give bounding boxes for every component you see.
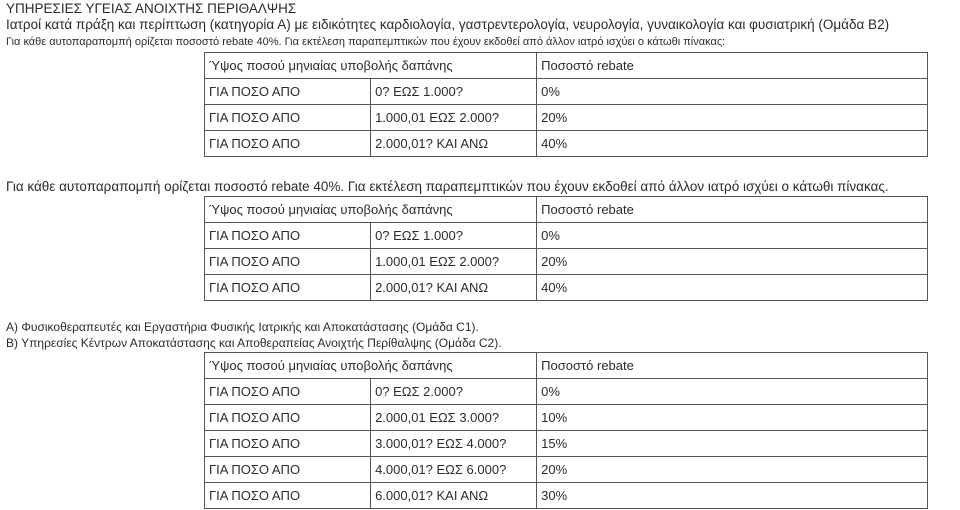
row-label: ΓΙΑ ΠΟΣΟ ΑΠΟ xyxy=(205,405,371,431)
table-row xyxy=(205,249,928,275)
header-amount-range: Ύψος ποσού μηνιαίας υποβολής δαπάνης xyxy=(205,353,537,379)
row-rebate: 0% xyxy=(537,223,928,249)
row-rebate: 20% xyxy=(537,249,928,275)
table-header-row xyxy=(205,353,928,379)
header-amount-range: Ύψος ποσού μηνιαίας υποβολής δαπάνης xyxy=(205,197,537,223)
header-rebate-percent: Ποσοστό rebate xyxy=(537,53,928,79)
table-row xyxy=(205,275,928,301)
row-range: 3.000,01? ΕΩΣ 4.000? xyxy=(371,431,537,457)
list-item-b: Β) Υπηρεσίες Κέντρων Αποκατάστασης και Αποθεραπείας Ανοιχτής Περίθαλψης (Ομάδα C2). xyxy=(6,336,502,350)
row-range: 2.000,01? ΚΑΙ ΑΝΩ xyxy=(371,275,537,301)
row-rebate: 40% xyxy=(537,131,928,157)
row-range: 1.000,01 ΕΩΣ 2.000? xyxy=(371,249,537,275)
page-title: ΥΠΗΡΕΣΙΕΣ ΥΓΕΙΑΣ ΑΝΟΙΧΤΗΣ ΠΕΡΙΘΑΛΨΗΣ xyxy=(6,1,297,16)
table-header-row xyxy=(205,197,928,223)
rebate-note-second: Για κάθε αυτοπαραπομπή ορίζεται ποσοστό rebate 40%. Για εκτέλεση παραπεμπτικών που έχουν εκδοθεί από άλλον ιατρό ισχύει ο κάτωθι πίνακας. xyxy=(6,179,889,194)
table-row xyxy=(205,431,928,457)
rebate-table-second xyxy=(204,196,928,301)
row-range: 2.000,01 ΕΩΣ 3.000? xyxy=(371,405,537,431)
row-label: ΓΙΑ ΠΟΣΟ ΑΠΟ xyxy=(205,379,371,405)
row-rebate: 40% xyxy=(537,275,928,301)
table-row xyxy=(205,457,928,483)
row-range: 0? ΕΩΣ 1.000? xyxy=(371,223,537,249)
row-label: ΓΙΑ ΠΟΣΟ ΑΠΟ xyxy=(205,275,371,301)
header-amount-range: Ύψος ποσού μηνιαίας υποβολής δαπάνης xyxy=(205,53,537,79)
table-row xyxy=(205,79,928,105)
row-rebate: 10% xyxy=(537,405,928,431)
list-item-a: Α) Φυσικοθεραπευτές και Εργαστήρια Φυσικής Ιατρικής και Αποκατάστασης (Ομάδα C1). xyxy=(6,320,479,334)
header-rebate-percent: Ποσοστό rebate xyxy=(537,353,928,379)
row-range: 6.000,01? ΚΑΙ ΑΝΩ xyxy=(371,483,537,509)
rebate-table-b2 xyxy=(204,52,928,157)
row-rebate: 20% xyxy=(537,105,928,131)
row-range: 0? ΕΩΣ 2.000? xyxy=(371,379,537,405)
table-row xyxy=(205,131,928,157)
row-range: 1.000,01 ΕΩΣ 2.000? xyxy=(371,105,537,131)
row-label: ΓΙΑ ΠΟΣΟ ΑΠΟ xyxy=(205,483,371,509)
row-rebate: 30% xyxy=(537,483,928,509)
row-label: ΓΙΑ ΠΟΣΟ ΑΠΟ xyxy=(205,223,371,249)
row-rebate: 0% xyxy=(537,379,928,405)
row-label: ΓΙΑ ΠΟΣΟ ΑΠΟ xyxy=(205,431,371,457)
row-range: 4.000,01? ΕΩΣ 6.000? xyxy=(371,457,537,483)
row-label: ΓΙΑ ΠΟΣΟ ΑΠΟ xyxy=(205,79,371,105)
row-rebate: 15% xyxy=(537,431,928,457)
table-row xyxy=(205,105,928,131)
row-rebate: 0% xyxy=(537,79,928,105)
row-label: ΓΙΑ ΠΟΣΟ ΑΠΟ xyxy=(205,249,371,275)
table-row xyxy=(205,483,928,509)
document-subheading: Ιατροί κατά πράξη και περίπτωση (κατηγορία Α) με ειδικότητες καρδιολογία, γαστρεντερολογία, νευρολογία, γυναικολογία και φυσιατρική (Ομάδα Β2) xyxy=(6,17,890,32)
table-header-row xyxy=(205,53,928,79)
row-rebate: 20% xyxy=(537,457,928,483)
table-row xyxy=(205,379,928,405)
table-row xyxy=(205,223,928,249)
row-range: 0? ΕΩΣ 1.000? xyxy=(371,79,537,105)
table-row xyxy=(205,405,928,431)
row-label: ΓΙΑ ΠΟΣΟ ΑΠΟ xyxy=(205,457,371,483)
row-label: ΓΙΑ ΠΟΣΟ ΑΠΟ xyxy=(205,105,371,131)
row-range: 2.000,01? ΚΑΙ ΑΝΩ xyxy=(371,131,537,157)
row-label: ΓΙΑ ΠΟΣΟ ΑΠΟ xyxy=(205,131,371,157)
header-rebate-percent: Ποσοστό rebate xyxy=(537,197,928,223)
rebate-note-first: Για κάθε αυτοπαραπομπή ορίζεται ποσοστό rebate 40%. Για εκτέλεση παραπεμπτικών που έχουν εκδοθεί από άλλον ιατρό ισχύει ο κάτωθι πίνακας: xyxy=(6,36,726,48)
rebate-table-c xyxy=(204,352,928,509)
